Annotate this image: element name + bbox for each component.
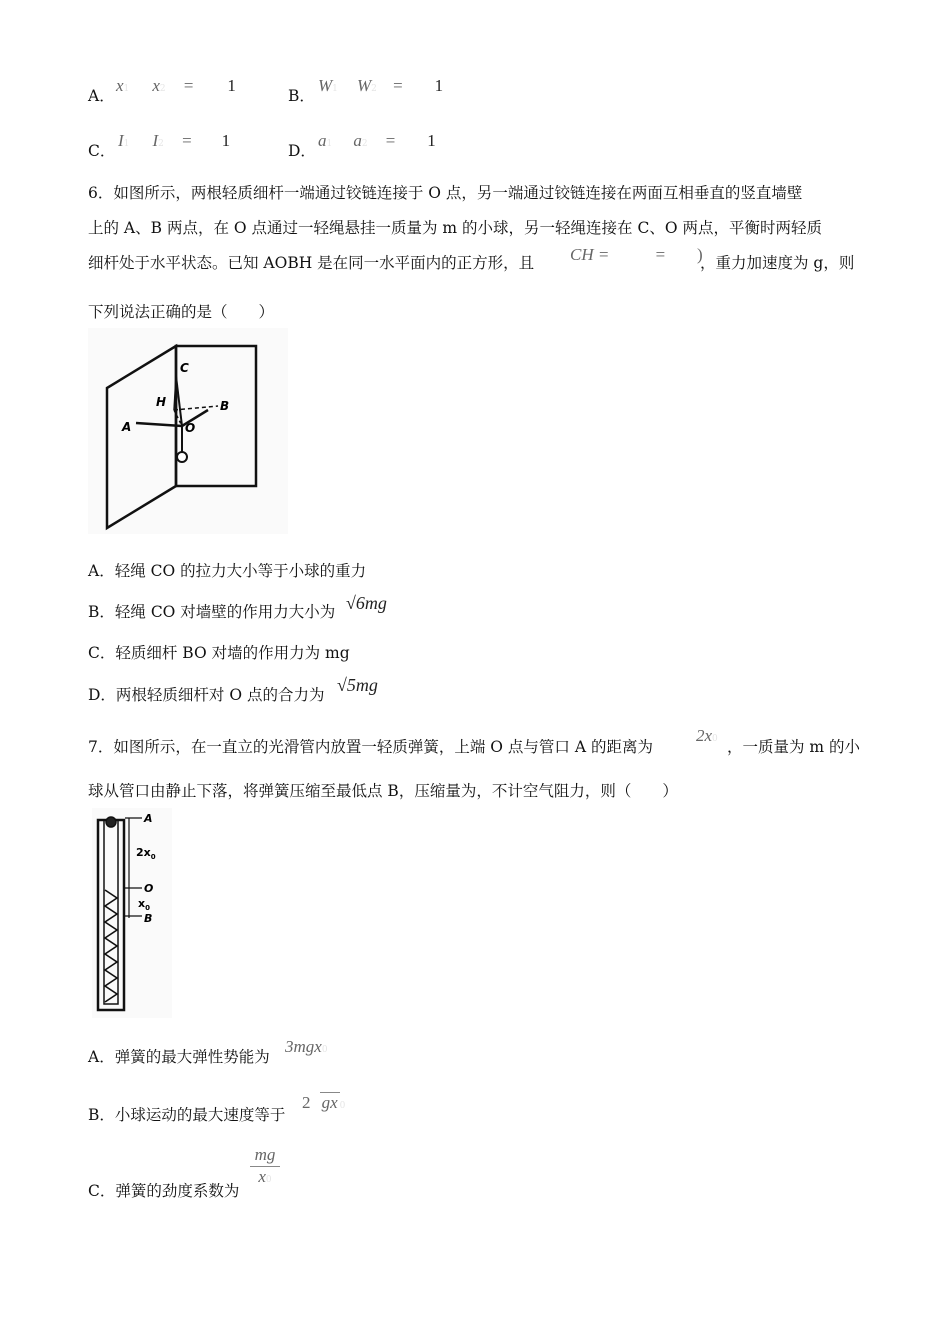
label-h: H [156,395,167,409]
q5-option-d-formula: a1 a2 = 1 [318,131,436,150]
label-2x0: $2x_0$ [136,846,156,861]
q7-option-b-math: 2 gx 0 [302,1093,346,1112]
q6-line-4: 下列说法正确的是（ ） [88,303,275,321]
q6-option-d-math: √5mg [337,675,378,695]
q5-option-a-formula: x1 x2 = 1 [116,76,236,95]
q5-option-c-formula: I1 I2 = 1 [118,131,231,150]
q6-option-c: C．轻质细杆 BO 对墙的作用力为 mg [88,644,350,662]
label-o7: O [144,882,154,895]
q7-ball [106,817,116,827]
q7-option-a-math: 3mgx0 [285,1037,328,1056]
q5-option-b-formula: W1 W2 = 1 [318,76,444,95]
q7-dist-formula: 2x0 [696,726,718,745]
q6-option-b-math: √6mg [346,593,387,613]
q6-option-b: B．轻绳 CO 对墙壁的作用力大小为 [88,603,336,621]
q7-figure [92,808,172,1018]
q7-line-2: 球从管口由静止下落，将弹簧压缩至最低点 B，压缩量为，不计空气阻力，则（ ） [88,782,678,800]
label-x0: $x_0$ [138,897,150,912]
q5-option-d: D． [288,142,316,160]
q7-option-a: A．弹簧的最大弹性势能为 [88,1048,270,1066]
label-a7: A [144,812,153,825]
q5-option-b: B． [288,87,315,105]
q6-line-2: 上的 A、B 两点，在 O 点通过一轻绳悬挂一质量为 m 的小球，另一轻绳连接在 C、O 两点，平衡时两轻质 [88,219,822,237]
q6-line-1: 6．如图所示，两根轻质细杆一端通过铰链连接于 O 点，另一端通过铰链连接在两面互相垂直的竖直墙壁 [88,184,803,202]
q6-line-3a: 细杆处于水平状态。已知 AOBH 是在同一水平面内的正方形，且 [88,254,535,272]
q7-option-c-frac: mg x0 [250,1144,280,1190]
label-o: O [185,421,196,435]
q6-line-3b: ，重力加速度为 g，则 [700,254,855,272]
label-b: B [220,399,230,413]
q6-ch-formula: CH = = ) [570,245,703,264]
q6-figure [88,328,288,534]
q6-option-a: A．轻绳 CO 的拉力大小等于小球的重力 [88,562,367,580]
q7-option-c-den: x0 [258,1167,272,1186]
q7-option-c: C．弹簧的劲度系数为 [88,1182,240,1200]
q5-option-c: C． [88,142,116,160]
label-c: C [180,361,189,375]
label-b7: B [144,912,153,925]
q7-line-1a: 7．如图所示，在一直立的光滑管内放置一轻质弹簧，上端 O 点与管口 A 的距离为 [88,738,653,756]
q5-option-a: A． [88,87,115,105]
q7-option-b: B．小球运动的最大速度等于 [88,1106,286,1124]
label-a: A [122,420,132,434]
q6-option-d: D．两根轻质细杆对 O 点的合力为 [88,686,325,704]
ball [177,452,187,462]
q7-line-1b: ，一质量为 m 的小 [727,738,861,756]
